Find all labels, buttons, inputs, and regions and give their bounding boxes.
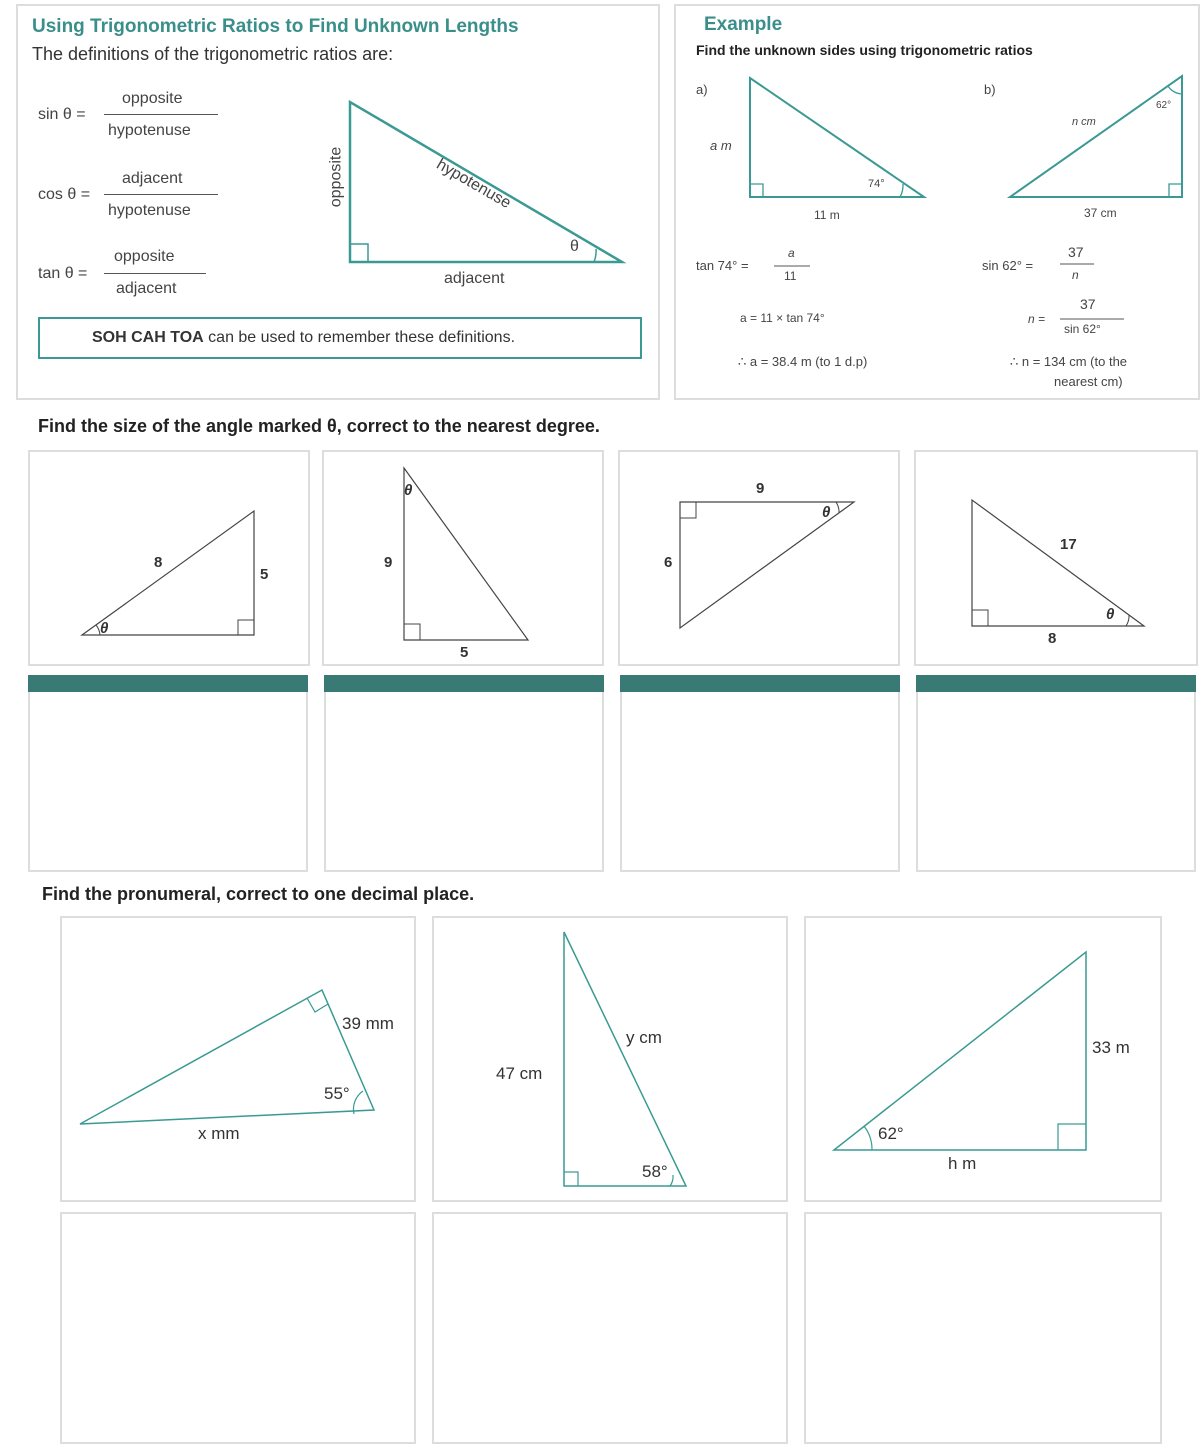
p5-base: x mm [198, 1124, 240, 1143]
triangle-7 [806, 918, 1164, 1204]
p1-theta: θ [100, 620, 109, 637]
sin-numerator: opposite [122, 90, 183, 107]
definitions-panel [16, 4, 660, 400]
example-a-label: a) [696, 82, 708, 97]
example-a-eq1-left: tan 74° = [696, 258, 749, 273]
example-b-eq3b: nearest cm) [1054, 374, 1123, 389]
triangle-4 [916, 452, 1200, 668]
example-b-side: n cm [1072, 116, 1096, 128]
p1-opp: 5 [260, 566, 269, 583]
p3-top: 9 [756, 480, 765, 497]
answer-bar-1 [28, 675, 308, 693]
sin-label: sin θ = [38, 106, 86, 123]
answer-box-7[interactable] [804, 1212, 1162, 1444]
example-a-eq3: ∴ a = 38.4 m (to 1 d.p) [738, 354, 868, 369]
p1-hyp: 8 [154, 554, 163, 571]
triangle-2 [324, 452, 606, 668]
p6-side: 47 cm [496, 1064, 543, 1083]
example-b-angle: 62° [1156, 100, 1172, 111]
p6-angle: 58° [642, 1162, 668, 1181]
example-b-eq2-num: 37 [1080, 296, 1096, 312]
example-a-base: 11 m [814, 208, 840, 222]
example-b-eq1-left: sin 62° = [982, 258, 1034, 273]
opposite-label: opposite [327, 146, 345, 208]
cos-label: cos θ = [38, 186, 91, 203]
mnemonic-text: can be used to remember these definitions. [203, 329, 516, 346]
answer-box-1[interactable] [28, 692, 308, 872]
triangle-6 [434, 918, 790, 1204]
triangle-5 [62, 918, 418, 1204]
example-title: Example [704, 14, 783, 35]
tan-numerator: opposite [114, 248, 175, 265]
mnemonic-soh-cah-toa: SOH CAH TOA [92, 329, 204, 346]
cos-numerator: adjacent [122, 170, 183, 187]
adjacent-label: adjacent [444, 270, 505, 287]
p5-angle: 55° [324, 1084, 350, 1103]
angle-problem-2 [322, 450, 604, 666]
p2-base: 5 [460, 644, 469, 661]
answer-bar-3 [620, 675, 900, 693]
example-a-side: a m [710, 138, 732, 153]
p3-side: 6 [664, 554, 673, 571]
p7-base: h m [948, 1154, 977, 1173]
example-b-eq2-den: sin 62° [1064, 322, 1101, 336]
angle-problem-1 [28, 450, 310, 666]
tan-label: tan θ = [38, 265, 88, 282]
example-a-eq1-num: a [788, 246, 795, 260]
p3-theta: θ [822, 504, 831, 521]
tan-denominator: adjacent [116, 280, 177, 297]
length-problem-1 [60, 916, 416, 1202]
example-b-eq2-left: n = [1028, 312, 1046, 326]
mnemonic-box [38, 317, 642, 359]
p4-base: 8 [1048, 630, 1057, 647]
answer-box-6[interactable] [432, 1212, 788, 1444]
p2-theta: θ [404, 482, 413, 499]
example-b-base: 37 cm [1084, 206, 1117, 220]
example-b-eq3a: ∴ n = 134 cm (to the [1010, 354, 1128, 369]
section2-heading: Find the pronumeral, correct to one decimal place. [42, 884, 475, 904]
cos-denominator: hypotenuse [108, 202, 191, 219]
example-a-eq2: a = 11 × tan 74° [740, 311, 825, 325]
triangle-1 [30, 452, 312, 668]
p2-side: 9 [384, 554, 393, 571]
p4-theta: θ [1106, 606, 1115, 623]
example-a-eq1-den: 11 [784, 269, 797, 283]
answer-box-3[interactable] [620, 692, 900, 872]
sin-denominator: hypotenuse [108, 122, 191, 139]
example-b-eq1-den: n [1072, 268, 1079, 282]
length-problem-2 [432, 916, 788, 1202]
p7-side: 33 m [1092, 1038, 1130, 1057]
length-problem-3 [804, 916, 1162, 1202]
example-triangles [676, 6, 1200, 402]
angle-problem-3 [618, 450, 900, 666]
answer-box-2[interactable] [324, 692, 604, 872]
answer-bar-2 [324, 675, 604, 693]
angle-problem-4 [914, 450, 1198, 666]
p7-angle: 62° [878, 1124, 904, 1143]
p6-hyp: y cm [626, 1028, 662, 1047]
p4-hyp: 17 [1060, 536, 1077, 553]
example-subtitle: Find the unknown sides using trigonometric ratios [696, 42, 1033, 58]
section1-heading: Find the size of the angle marked θ, correct to the nearest degree. [38, 416, 600, 436]
intro-subtitle: The definitions of the trigonometric ratios are: [32, 44, 394, 64]
answer-bar-4 [916, 675, 1196, 693]
p5-side: 39 mm [342, 1014, 394, 1033]
example-a-angle: 74° [868, 178, 885, 190]
theta-label: θ [570, 238, 579, 255]
example-panel [674, 4, 1200, 400]
answer-box-5[interactable] [60, 1212, 416, 1444]
intro-title: Using Trigonometric Ratios to Find Unknown Lengths [32, 16, 519, 37]
answer-box-4[interactable] [916, 692, 1196, 872]
hypotenuse-label: hypotenuse [433, 156, 514, 213]
example-b-label: b) [984, 82, 996, 97]
example-b-eq1-num: 37 [1068, 244, 1084, 260]
